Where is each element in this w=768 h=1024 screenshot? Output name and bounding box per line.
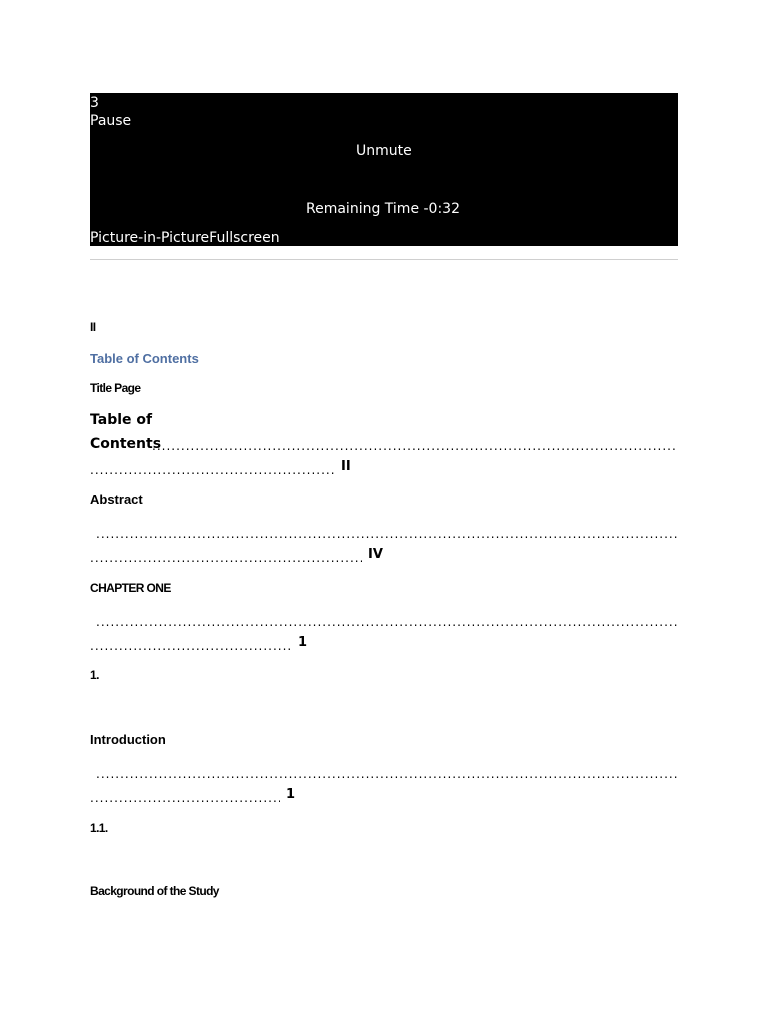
toc-entry-label-line2: Contents — [90, 436, 162, 452]
player-count: 3 — [90, 95, 99, 111]
toc-leader-dots — [90, 463, 336, 477]
introduction-leader-dots — [96, 767, 678, 781]
toc-leader-dots — [152, 439, 678, 453]
unmute-button[interactable]: Unmute — [356, 143, 412, 159]
introduction-label: Introduction — [90, 732, 166, 747]
abstract-label: Abstract — [90, 492, 143, 507]
remaining-time: Remaining Time -0:32 — [306, 201, 460, 217]
chapter-one-leader-dots — [90, 639, 292, 653]
video-player[interactable] — [90, 93, 678, 246]
abstract-leader-dots — [90, 551, 362, 565]
section-1-number: 1. — [90, 668, 99, 682]
abstract-leader-dots — [96, 527, 678, 541]
toc-entry-label-line1: Table of — [90, 412, 153, 428]
divider — [90, 259, 678, 260]
title-page-label: Title Page — [90, 381, 141, 395]
pause-button[interactable]: Pause — [90, 113, 132, 129]
roman-page-number: II — [90, 320, 96, 334]
chapter-one-page: 1 — [298, 635, 308, 650]
chapter-one-label: CHAPTER ONE — [90, 581, 171, 595]
section-1-1-number: 1.1. — [90, 821, 108, 835]
chapter-one-leader-dots — [96, 615, 678, 629]
toc-entry-page: II — [341, 459, 351, 474]
pip-fullscreen-controls[interactable]: Picture-in-PictureFullscreen — [90, 230, 280, 246]
introduction-leader-dots — [90, 791, 280, 805]
abstract-page: IV — [368, 547, 383, 562]
introduction-page: 1 — [286, 787, 296, 802]
background-label: Background of the Study — [90, 884, 219, 898]
toc-heading: Table of Contents — [90, 351, 199, 366]
